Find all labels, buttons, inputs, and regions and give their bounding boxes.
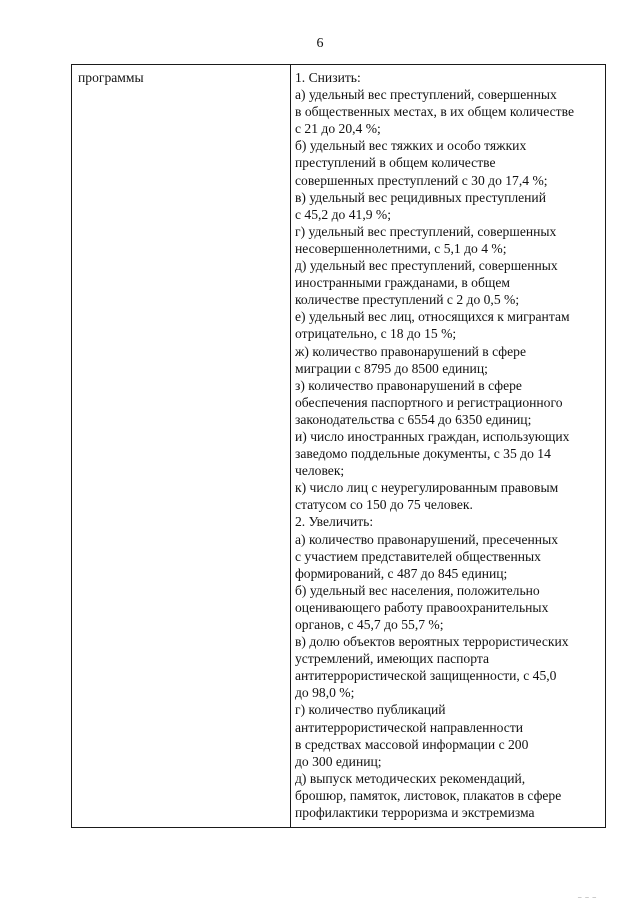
program-text-line: преступлений в общем количестве — [295, 155, 496, 171]
program-text-line: антитеррористической защищенности, с 45,0 — [295, 668, 557, 684]
column-divider — [290, 65, 291, 827]
program-text-line: г) удельный вес преступлений, совершенных — [295, 223, 557, 239]
program-text-line: д) удельный вес преступлений, совершенных — [295, 258, 558, 274]
program-text-line: антитеррористической направленности — [295, 719, 524, 735]
program-text-line: несовершеннолетними, с 5,1 до 4 %; — [295, 240, 507, 256]
program-text-line: г) количество публикаций — [295, 702, 446, 718]
program-text-line: в средствах массовой информации с 200 — [295, 736, 529, 752]
program-text-line: с 21 до 20,4 %; — [295, 121, 381, 137]
program-text-line: обеспечения паспортного и регистрационного — [295, 394, 563, 410]
program-text-line: д) выпуск методических рекомендаций, — [295, 770, 526, 786]
page-number: 6 — [316, 36, 324, 51]
program-table — [71, 64, 606, 828]
program-text-line: заведомо поддельные документы, с 35 до 14 — [295, 446, 551, 462]
program-text-line: иностранными гражданами, в общем — [295, 275, 510, 291]
left-cell-label: программы — [78, 70, 144, 85]
program-text-line: с 45,2 до 41,9 %; — [295, 206, 392, 222]
program-text-line: с участием представителей общественных — [295, 548, 541, 564]
program-text-line: оценивающего работу правоохранительных — [295, 599, 549, 615]
program-text-line: з) количество правонарушений в сфере — [295, 377, 522, 393]
program-text-line: устремлений, имеющих паспорта — [295, 651, 489, 667]
program-text-line: до 300 единиц; — [295, 753, 382, 769]
program-text-line: отрицательно, с 18 до 15 %; — [295, 326, 457, 342]
program-text-line: а) удельный вес преступлений, совершенных — [295, 87, 557, 103]
program-text-line: брошюр, памяток, листовок, плакатов в сфере — [295, 787, 562, 803]
program-text-line: профилактики терроризма и экстремизма — [295, 805, 535, 821]
program-text-line: до 98,0 %; — [295, 685, 355, 701]
program-text-line: 2. Увеличить: — [295, 514, 374, 530]
program-text-line: ж) количество правонарушений в сфере — [295, 343, 526, 359]
program-text-line: в) долю объектов вероятных террористических — [295, 634, 569, 650]
program-text-line: законодательства с 6554 до 6350 единиц; — [295, 411, 532, 427]
program-text-line: е) удельный вес лиц, относящихся к мигрантам — [295, 309, 570, 325]
program-text-line: б) удельный вес населения, положительно — [295, 582, 540, 598]
program-text-line: и) число иностранных граждан, использующих — [295, 428, 570, 444]
program-text-line: количестве преступлений с 2 до 0,5 %; — [295, 292, 520, 308]
program-text-line: человек; — [295, 463, 345, 479]
program-text-line: формирований, с 487 до 845 единиц; — [295, 565, 508, 581]
program-text-line: в общественных местах, в их общем количестве — [295, 104, 574, 120]
program-text-line: совершенных преступлений с 30 до 17,4 %; — [295, 172, 548, 188]
program-text-line: к) число лиц с неурегулированным правовым — [295, 480, 559, 496]
program-text-line: 1. Снизить: — [295, 70, 361, 85]
program-text-line: в) удельный вес рецидивных преступлений — [295, 189, 546, 205]
program-text-line: миграции с 8795 до 8500 единиц; — [295, 360, 488, 376]
program-text-line: а) количество правонарушений, пресеченных — [295, 531, 559, 547]
corner-mark: – – – — [578, 893, 597, 901]
right-cell-content — [295, 69, 603, 821]
program-text-line: б) удельный вес тяжких и особо тяжких — [295, 138, 527, 154]
program-text-line: статусом со 150 до 75 человек. — [295, 497, 473, 513]
program-text-line: органов, с 45,7 до 55,7 %; — [295, 617, 444, 632]
